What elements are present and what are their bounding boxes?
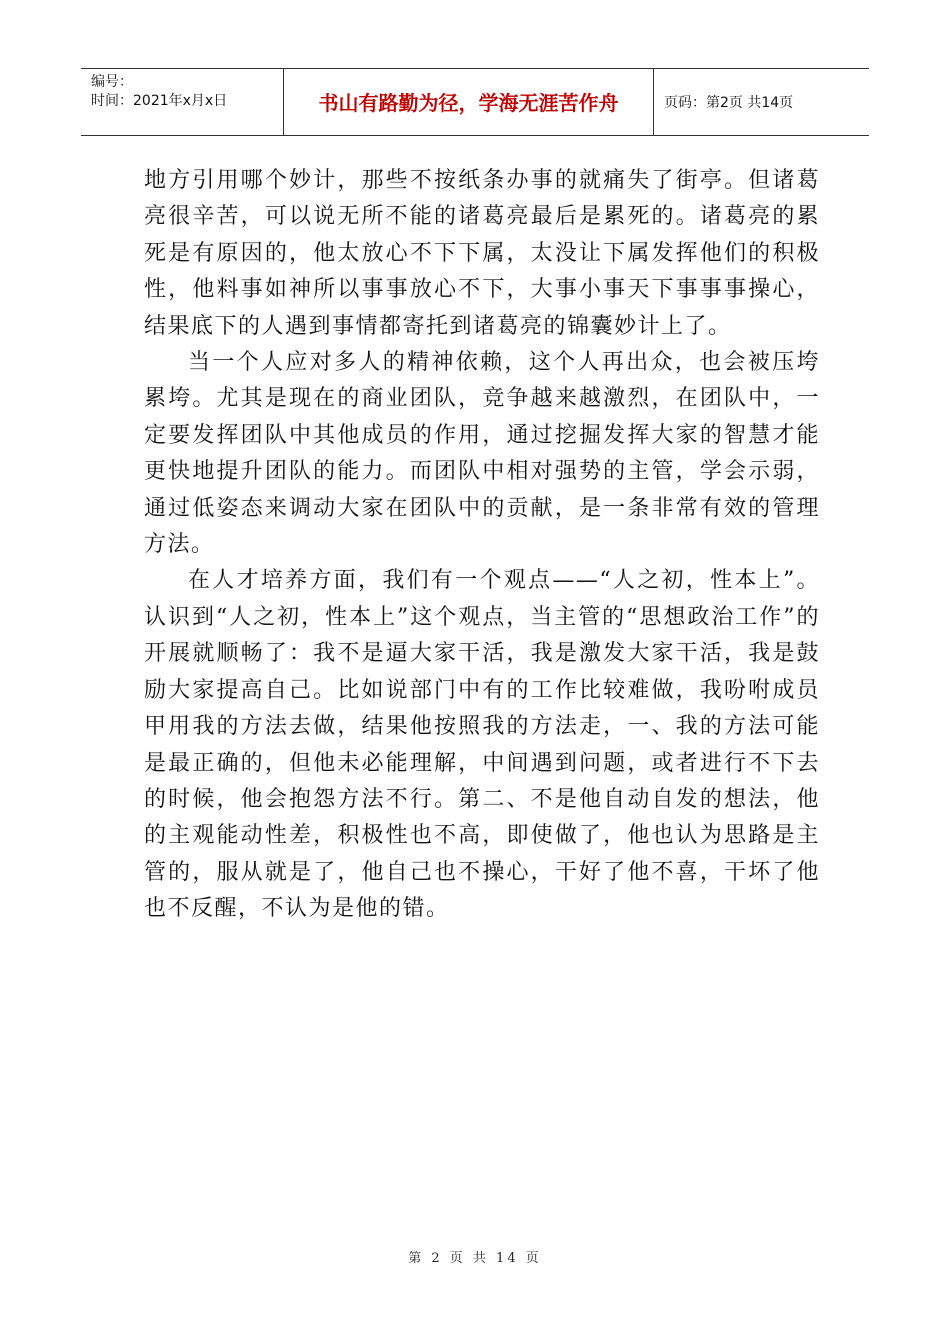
header-page-indicator: 页码：第2页 共14页 [664, 95, 794, 111]
page-header [81, 68, 869, 136]
document-body [144, 163, 820, 928]
paragraph-continued: 地方引用哪个妙计，那些不按纸条办事的就痛失了街亭。但诸葛亮很辛苦，可以说无所不能的诸葛亮最后是累死的。诸葛亮的累死是有原因的，他太放心不下下属，太没让下属发挥他们的积极性，他料事如神所以事事放心不下，大事小事天下事事事操心，结果底下的人遇到事情都寄托到诸葛亮的锦囊妙计上了。 [144, 168, 820, 339]
page-footer: 第 2 页 共 14 页 [408, 1251, 542, 1266]
document-time-label: 时间：2021年x月x日 [91, 93, 228, 109]
header-meta-cell [81, 69, 284, 135]
paragraph: 在人才培养方面，我们有一个观点——“人之初，性本上”。认识到“人之初，性本上”这个观点，当主管的“思想政治工作”的开展就顺畅了：我不是逼大家干活，我是激发大家干活，我是鼓励大家提高自己。比如说部门中有的工作比较难做，我吩咐成员甲用我的方法去做，结果他按照我的方法走，一、我的方法可能是最正确的，但他未必能理解，中间遇到问题，或者进行不下去的时候，他会抱怨方法不行。第二、不是他自动自发的想法，他的主观能动性差，积极性也不高，即使做了，他也认为思路是主管的，服从就是了，他自己也不操心，干好了他不喜，干坏了他也不反醒，不认为是他的错。 [144, 568, 820, 922]
paragraph: 当一个人应对多人的精神依赖，这个人再出众，也会被压垮累垮。尤其是现在的商业团队，竞争越来越激烈，在团队中，一定要发挥团队中其他成员的作用，通过挖掘发挥大家的智慧才能更快地提升团队的能力。而团队中相对强势的主管，学会示弱，通过低姿态来调动大家在团队中的贡献，是一条非常有效的管理方法。 [144, 350, 820, 558]
header-motto: 书山有路勤为径，学海无涯苦作舟 [284, 69, 654, 135]
document-number-label: 编号： [91, 74, 133, 90]
